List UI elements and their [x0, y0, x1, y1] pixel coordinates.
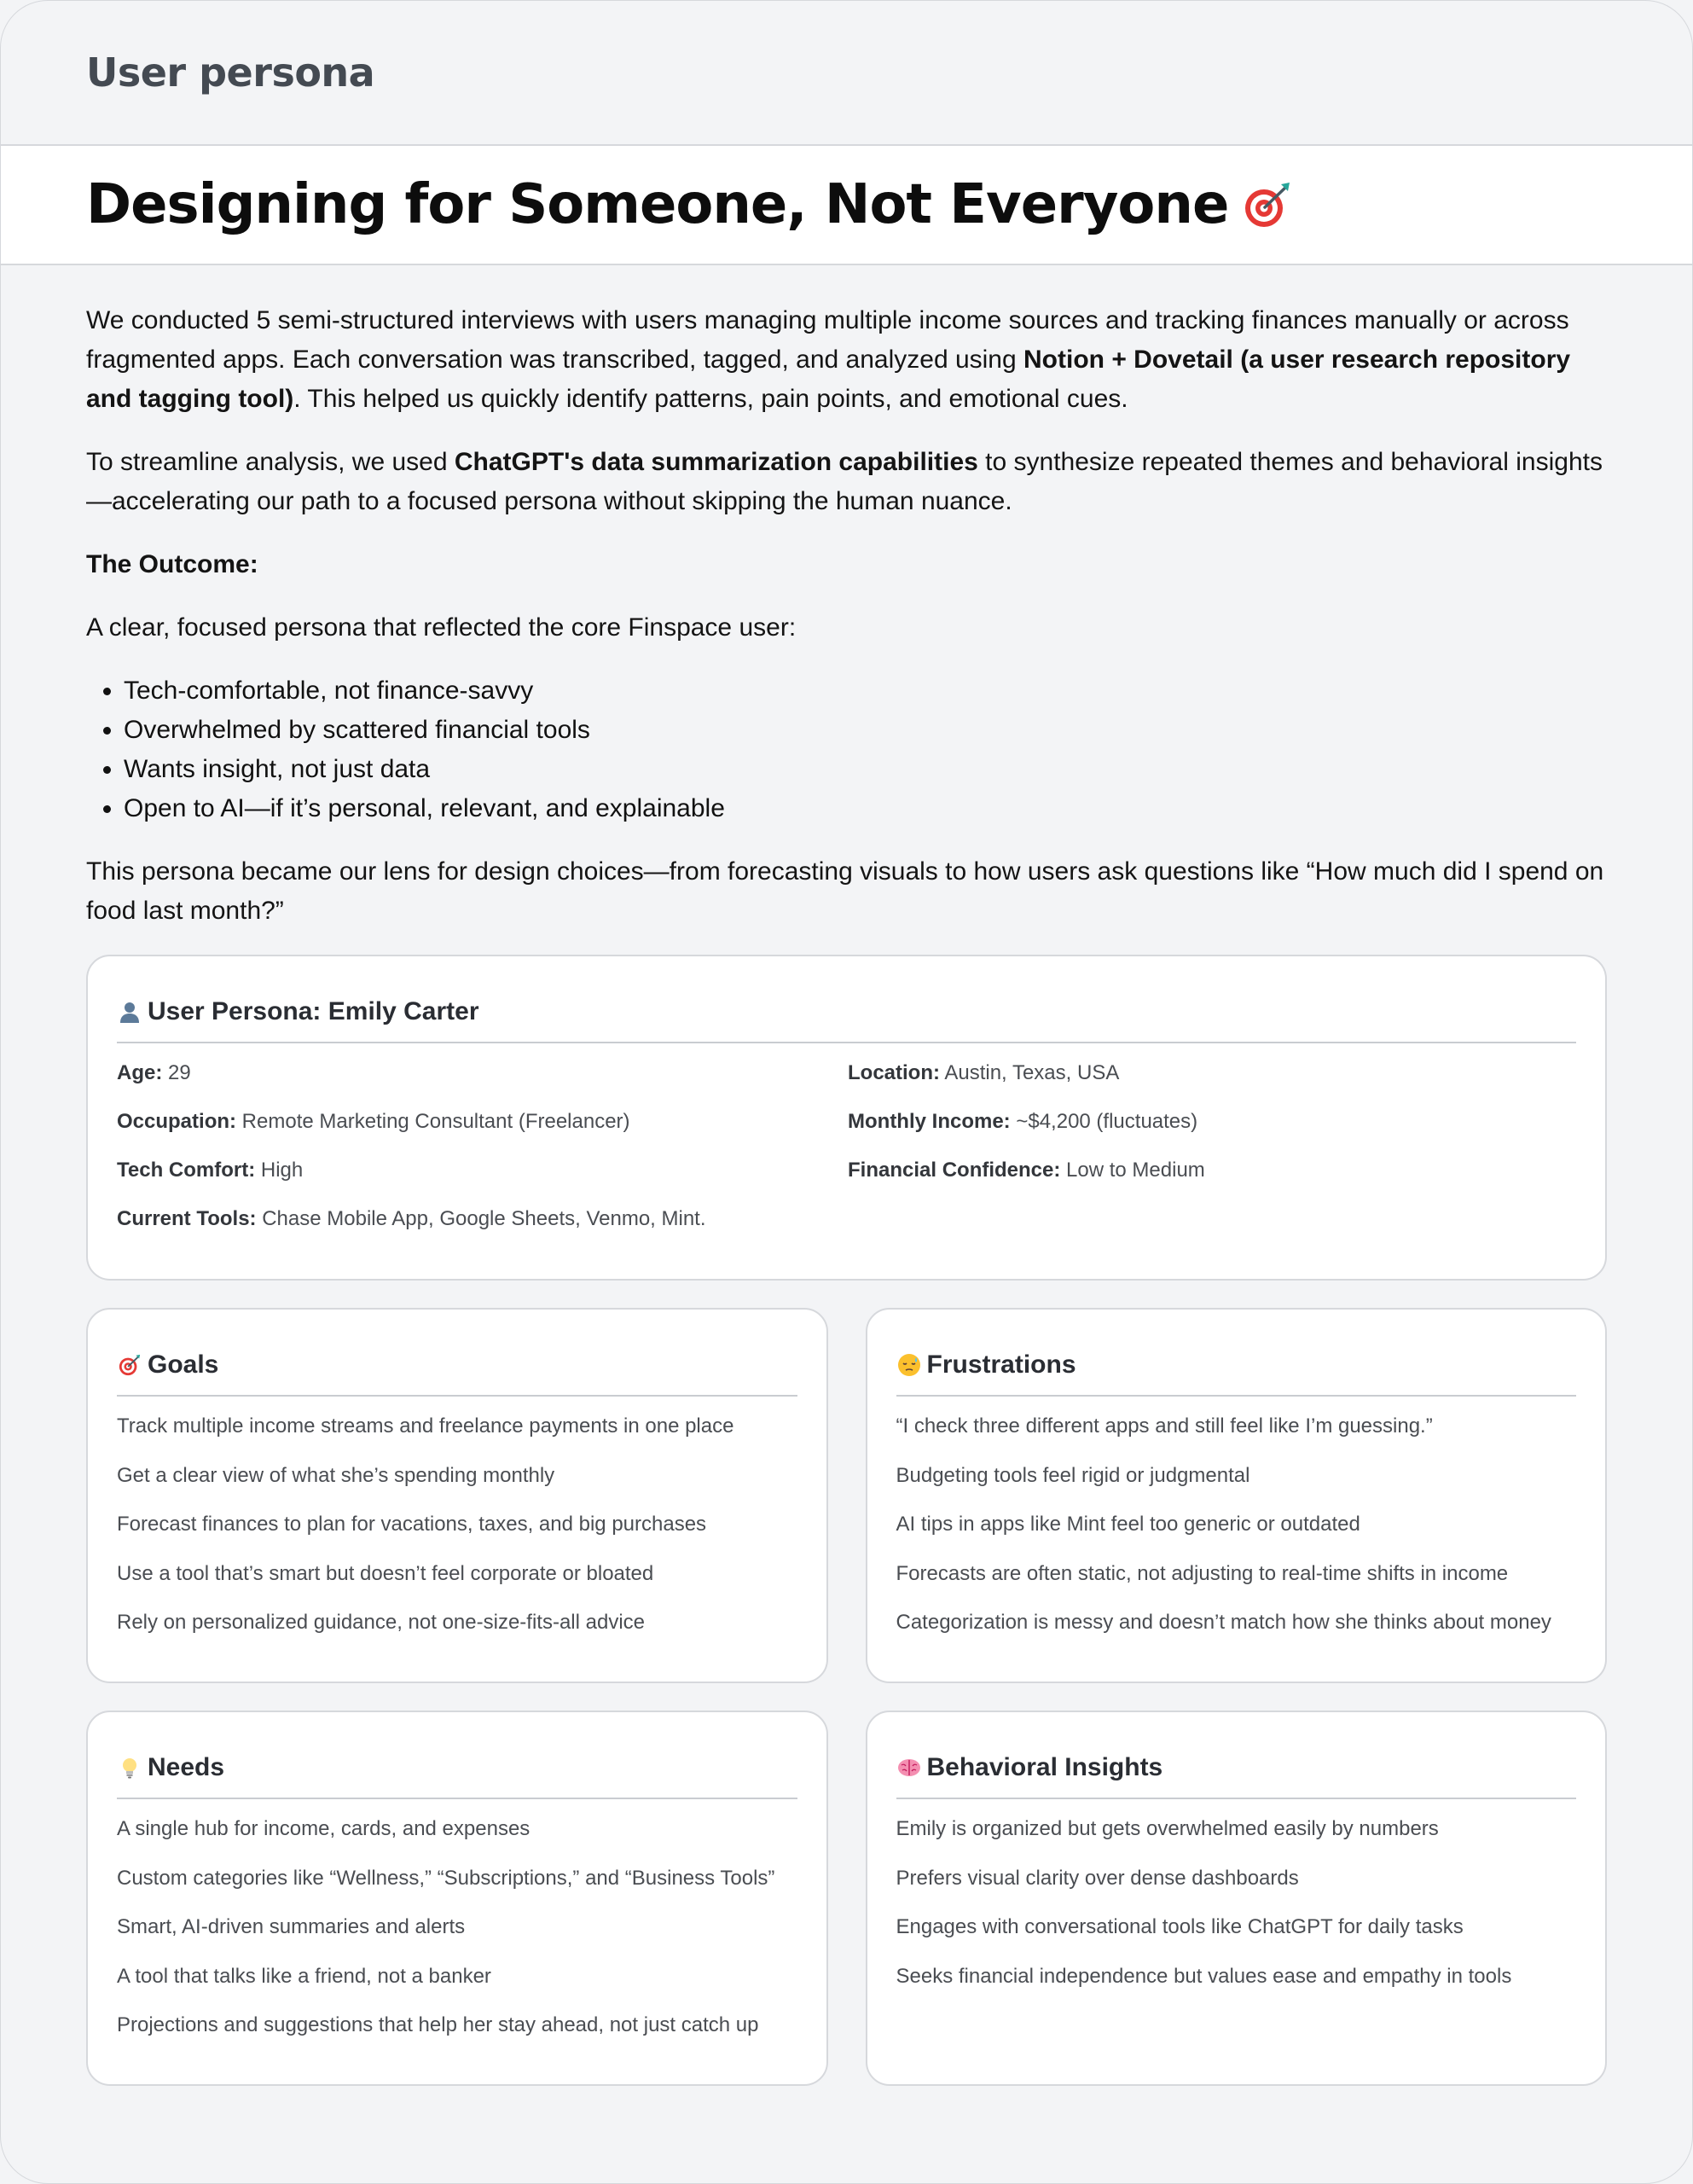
field-label: Occupation: — [117, 1110, 237, 1133]
persona-age — [117, 1048, 848, 1097]
list-item: Engages with conversational tools like ChatGPT for daily tasks — [896, 1915, 1464, 1938]
main-content — [1, 265, 1692, 2086]
list-item: AI tips in apps like Mint feel too generic or outdated — [896, 1513, 1360, 1536]
list-item: A tool that talks like a friend, not a banker — [117, 1964, 491, 1988]
insights-card — [866, 1711, 1608, 2086]
field-label: Monthly Income: — [848, 1110, 1011, 1133]
intro-p1-tail: . This helped us quickly identify patterns, pain points, and emotional cues. — [293, 385, 1128, 413]
persona-card — [86, 955, 1607, 1281]
goals-frustrations-row — [86, 1308, 1607, 1683]
list-item: Custom categories like “Wellness,” “Subscriptions,” and “Business Tools” — [117, 1866, 775, 1890]
persona-location — [848, 1048, 1576, 1097]
field-value: ~$4,200 (fluctuates) — [1010, 1110, 1198, 1133]
field-value: Austin, Texas, USA — [940, 1061, 1120, 1084]
intro-p1-text: We conducted 5 semi-structured interviews with users managing multiple income sources and tracking finances manually or across fragmented apps. Each conversation was transcribed, tagged, and analyzed using — [86, 306, 1569, 374]
persona-tech-comfort — [117, 1146, 848, 1194]
list-item: Prefers visual clarity over dense dashboards — [896, 1866, 1299, 1890]
field-value: Remote Marketing Consultant (Freelancer) — [236, 1110, 630, 1133]
insights-list — [896, 1804, 1577, 2001]
needs-card-title — [117, 1753, 797, 1799]
field-value: Chase Mobile App, Google Sheets, Venmo, Mint. — [256, 1207, 706, 1230]
persona-title-text: User Persona: Emily Carter — [148, 997, 479, 1025]
list-item: Rely on personalized guidance, not one-size-fits-all advice — [117, 1611, 646, 1634]
persona-occupation — [117, 1097, 848, 1146]
outcome-list — [86, 671, 1607, 828]
outcome-heading — [86, 545, 1607, 584]
needs-card — [86, 1711, 828, 2086]
list-item: Forecasts are often static, not adjusting to real-time shifts in income — [896, 1561, 1509, 1585]
downcast-face-icon — [896, 1352, 922, 1378]
list-item: A single hub for income, cards, and expenses — [117, 1817, 531, 1840]
page-title: Designing for Someone, Not Everyone — [86, 173, 1229, 236]
list-item: Smart, AI-driven summaries and alerts — [117, 1915, 466, 1938]
needs-insights-row — [86, 1711, 1607, 2086]
brain-icon — [896, 1755, 922, 1780]
frustrations-card — [866, 1308, 1608, 1683]
field-value: Low to Medium — [1060, 1159, 1205, 1182]
field-value: High — [255, 1159, 304, 1182]
field-label: Current Tools: — [117, 1207, 257, 1230]
intro-paragraph-2 — [86, 443, 1607, 521]
list-item: • Wants insight, not just data — [124, 750, 1607, 789]
list-item: Track multiple income streams and freelance payments in one place — [117, 1414, 734, 1438]
goals-card — [86, 1308, 828, 1683]
list-item: Projections and suggestions that help her stay ahead, not just catch up — [117, 2013, 759, 2036]
field-label: Tech Comfort: — [117, 1159, 256, 1182]
intro-paragraph-1 — [86, 301, 1607, 419]
list-item: Forecast finances to plan for vacations, taxes, and big purchases — [117, 1513, 707, 1536]
goals-list — [117, 1402, 797, 1647]
list-item: • Tech-comfortable, not finance-savvy — [124, 671, 1607, 711]
intro-p2-text: To streamline analysis, we used — [86, 448, 455, 476]
page-title-band — [1, 146, 1692, 265]
field-value: 29 — [162, 1061, 191, 1084]
persona-monthly-income — [848, 1097, 1576, 1146]
list-item: Budgeting tools feel rigid or judgmental — [896, 1463, 1250, 1487]
target-icon — [117, 1352, 142, 1378]
target-icon — [1242, 179, 1293, 230]
persona-details — [117, 1048, 1576, 1243]
intro-p2-chatgpt: ChatGPT's data summarization capabilities — [454, 448, 978, 476]
needs-list — [117, 1804, 797, 2050]
list-item: Emily is organized but gets overwhelmed easily by numbers — [896, 1817, 1439, 1840]
field-label: Location: — [848, 1061, 940, 1084]
list-item: “I check three different apps and still feel like I’m guessing.” — [896, 1414, 1433, 1438]
intro-p1-tools: Notion + Dovetail (a user research repository and tagging tool) — [86, 346, 1571, 413]
light-bulb-icon — [117, 1755, 142, 1780]
persona-current-tools — [117, 1194, 848, 1243]
insights-title-text: Behavioral Insights — [926, 1753, 1163, 1781]
list-item: • Overwhelmed by scattered financial tools — [124, 711, 1607, 750]
outcome-lead: A clear, focused persona that reflected the core Finspace user: — [86, 613, 797, 642]
list-item: Use a tool that’s smart but doesn’t feel corporate or bloated — [117, 1561, 654, 1585]
field-label: Financial Confidence: — [848, 1159, 1061, 1182]
persona-financial-confidence — [848, 1146, 1576, 1194]
field-label: Age: — [117, 1061, 163, 1084]
frustrations-list — [896, 1402, 1577, 1647]
list-item: Get a clear view of what she’s spending monthly — [117, 1463, 555, 1487]
list-item: • Open to AI—if it’s personal, relevant, and explainable — [124, 789, 1607, 828]
goals-card-title — [117, 1350, 797, 1397]
needs-title-text: Needs — [148, 1753, 225, 1781]
goals-title-text: Goals — [148, 1350, 219, 1379]
section-label: User persona — [1, 1, 1692, 146]
list-item: Seeks financial independence but values ease and empathy in tools — [896, 1964, 1512, 1988]
frustrations-title-text: Frustrations — [926, 1350, 1076, 1379]
insights-card-title — [896, 1753, 1577, 1799]
outcome-heading-text: The Outcome: — [86, 550, 258, 578]
person-icon — [117, 999, 142, 1025]
frustrations-card-title — [896, 1350, 1577, 1397]
list-item: Categorization is messy and doesn’t match how she thinks about money — [896, 1611, 1551, 1634]
persona-card-title — [117, 997, 1576, 1043]
closing-paragraph: This persona became our lens for design choices—from forecasting visuals to how users ask questions like “How much did I spend on food last month?” — [86, 857, 1604, 925]
intro-p2-tail: to synthesize repeated themes and behavioral insights—accelerating our path to a focused persona without skipping the human nuance. — [86, 448, 1603, 515]
